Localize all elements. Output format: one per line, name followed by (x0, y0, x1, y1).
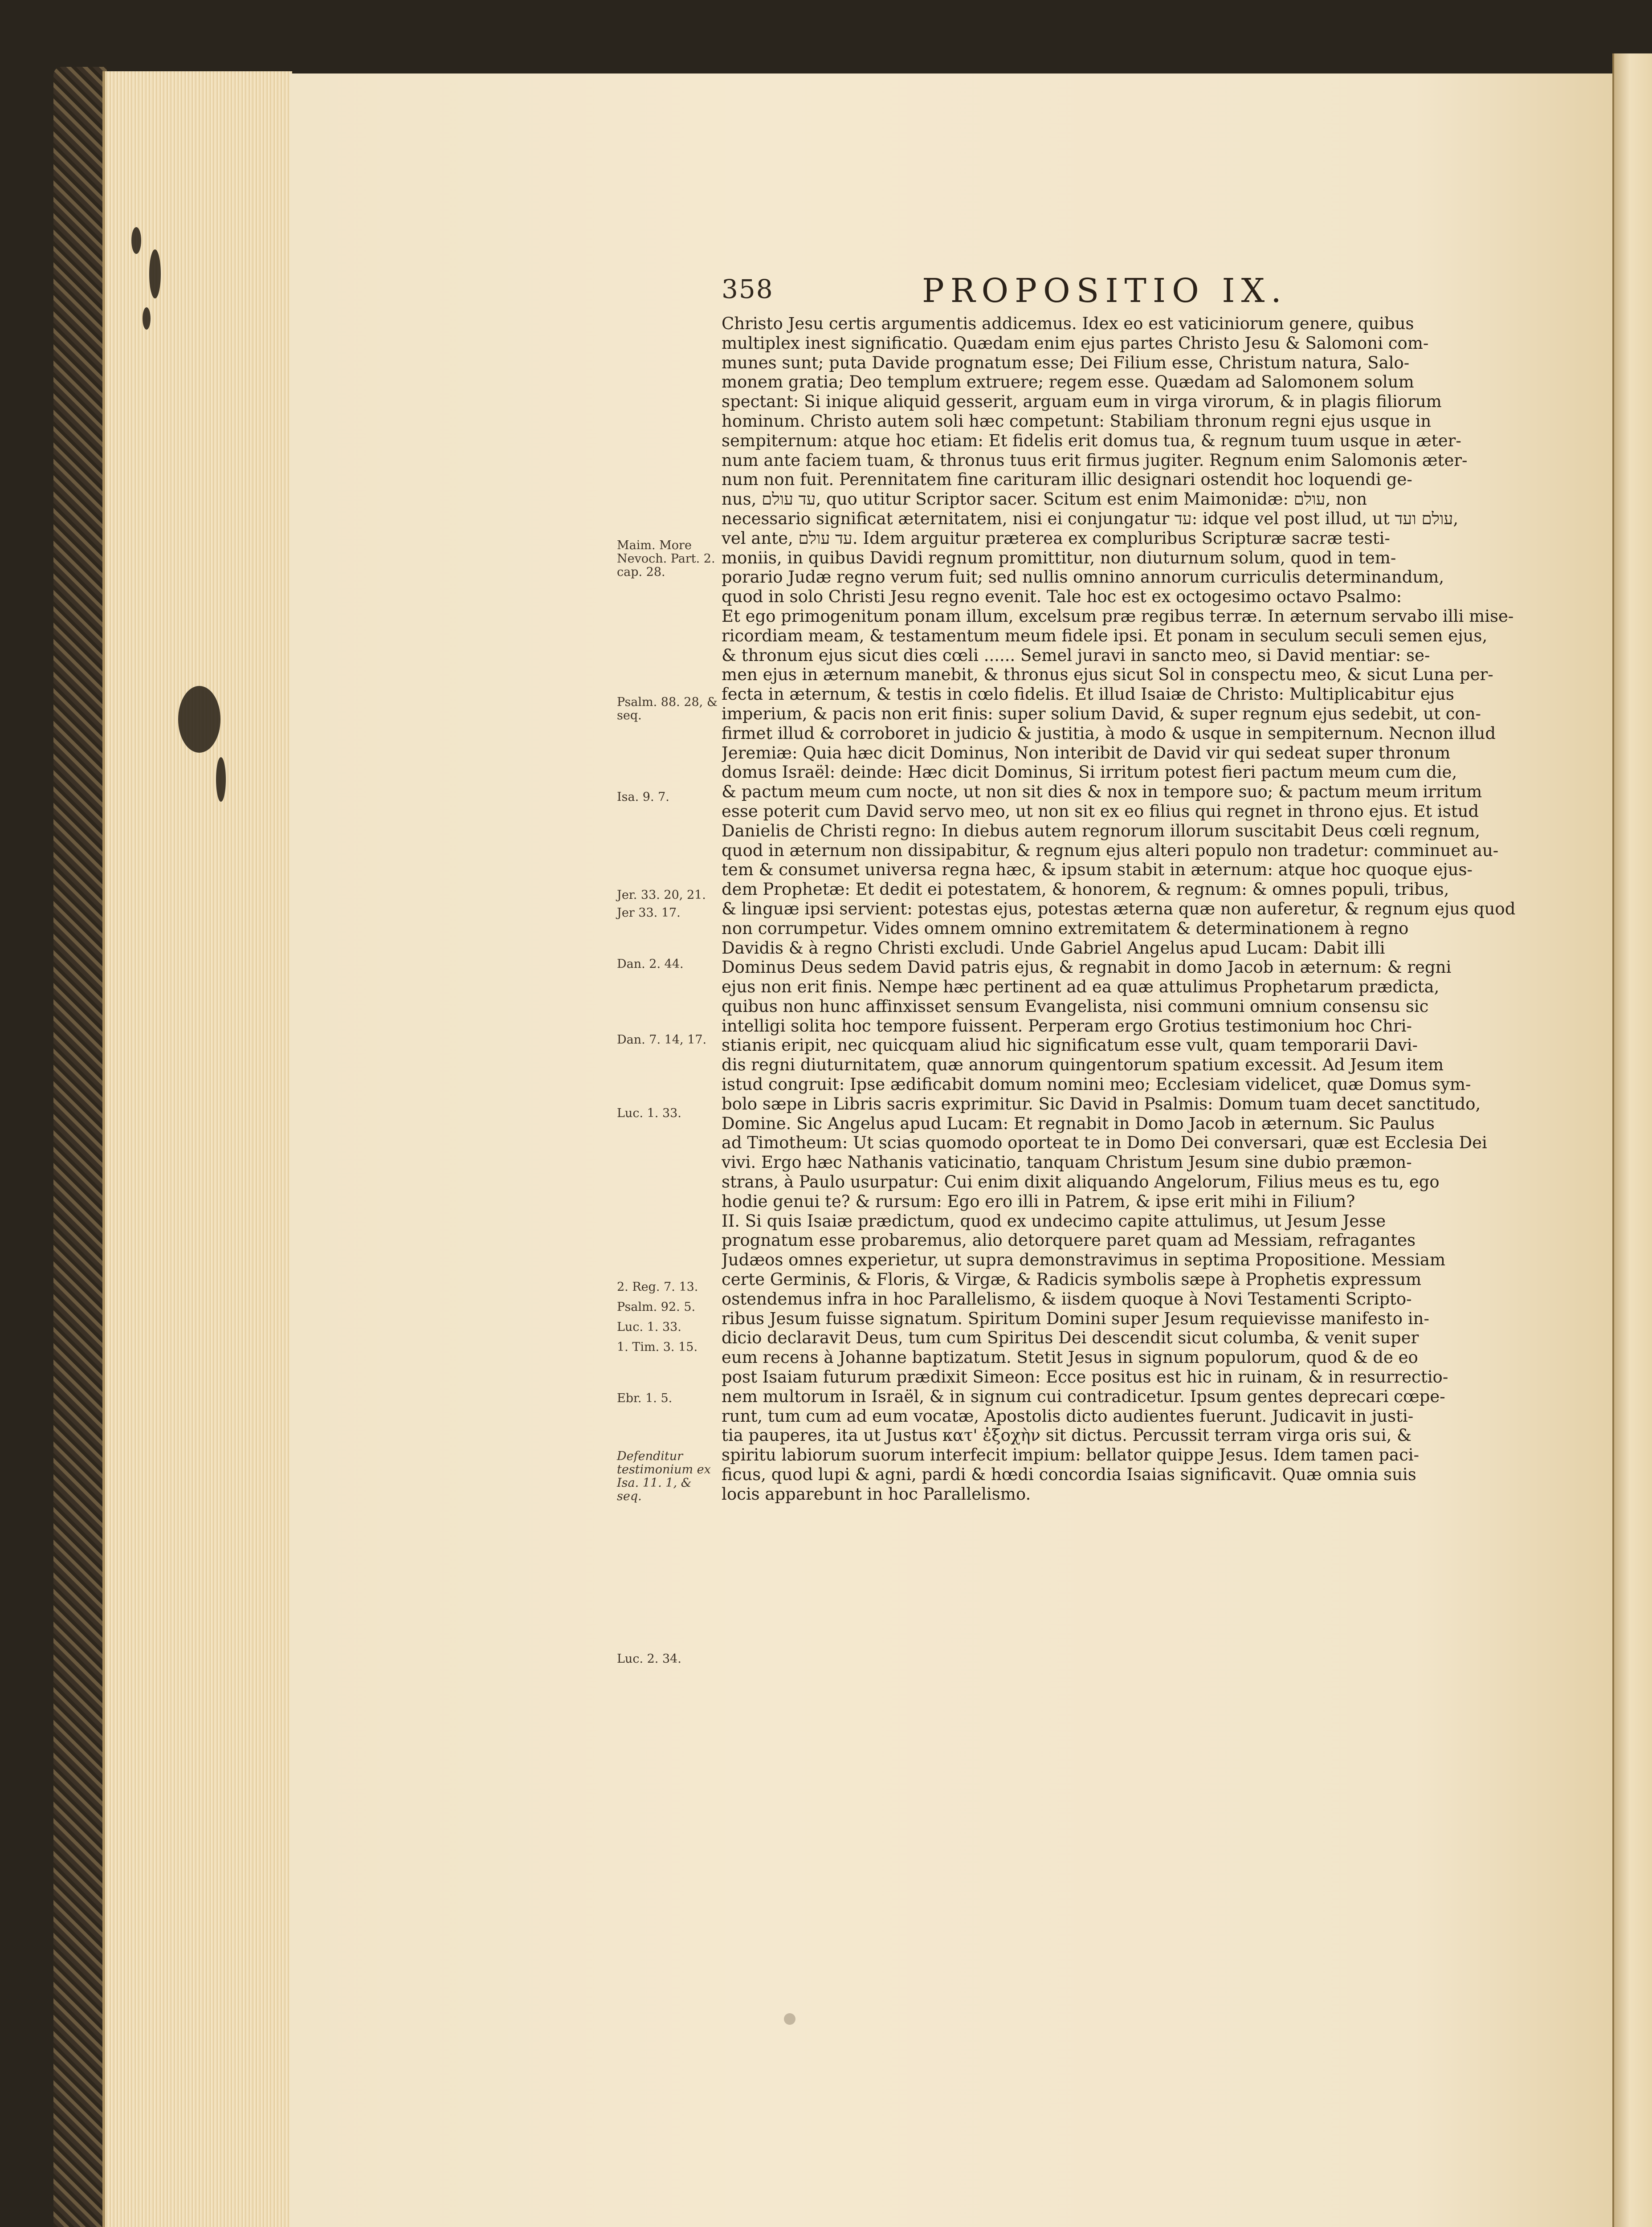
margin-note: Dan. 7. 14, 17. (617, 1033, 707, 1047)
paper-blemish (784, 2013, 795, 2025)
ink-stain (149, 249, 161, 298)
text-line: non corrumpetur. Vides omnem omnino extremitatem & determinationem à regno (722, 918, 1409, 938)
margin-note: Luc. 1. 33. (617, 1106, 681, 1120)
text-line: vel ante, עד עולם. Idem arguitur præterea ex compluribus Scripturæ sacræ testi- (722, 528, 1390, 548)
text-line: bolo sæpe in Libris sacris exprimitur. Sic David in Psalmis: Domum tuam decet sanctitudo, (722, 1094, 1481, 1114)
text-line: istud congruit: Ipse ædificabit domum nomini meo; Ecclesiam videlicet, quæ Domus sym- (722, 1075, 1471, 1094)
text-line: quibus non hunc affinxisset sensum Evangelista, nisi communi omnium consensu sic (722, 996, 1429, 1016)
text-line: Et ego primogenitum ponam illum, excelsum præ regibus terræ. In æternum servabo illi mise- (722, 606, 1514, 626)
text-line: ostendemus infra in hoc Parallelismo, & iisdem quoque à Novi Testamenti Scripto- (722, 1289, 1412, 1309)
text-line: porario Judæ regno verum fuit; sed nullis omnino annorum curriculis determinandum, (722, 567, 1444, 587)
text-line: munes sunt; puta Davide prognatum esse; Dei Filium esse, Christum natura, Salo- (722, 353, 1410, 372)
text-line: eum recens à Johanne baptizatum. Stetit Jesus in signum populorum, quod & de eo (722, 1348, 1418, 1367)
text-line: fecta in æternum, & testis in cœlo fidelis. Et illud Isaiæ de Christo: Multiplicabitur ejus (722, 685, 1454, 704)
ink-stain (178, 686, 220, 753)
ink-stain (131, 227, 141, 254)
text-line: certe Germinis, & Floris, & Virgæ, & Radicis symbolis sæpe à Prophetis expressum (722, 1270, 1422, 1289)
margin-note: Psalm. 88. 28, & seq. (617, 695, 718, 722)
margin-note: 1. Tim. 3. 15. (617, 1340, 698, 1354)
text-line: quod in æternum non dissipabitur, & regnum ejus alteri populo non tradetur: comminuet au- (722, 840, 1499, 860)
facing-page-edge (1612, 53, 1652, 2227)
text-line: Christo Jesu certis argumentis addicemus. Idex eo est vaticiniorum genere, quibus (722, 314, 1414, 333)
margin-note: 2. Reg. 7. 13. (617, 1280, 698, 1294)
text-line: ricordiam meam, & testamentum meum fidele ipsi. Et ponam in seculum seculi semen ejus, (722, 626, 1488, 645)
text-line: multiplex inest significatio. Quædam enim ejus partes Christo Jesu & Salomoni com- (722, 333, 1429, 353)
text-line: & linguæ ipsi servient: potestas ejus, potestas æterna quæ non auferetur, & regnum ejus quod (722, 899, 1516, 918)
margin-note: Luc. 2. 34. (617, 1652, 681, 1666)
text-line: Jeremiæ: Quia hæc dicit Dominus, Non interibit de David vir qui sedeat super thronum (722, 743, 1451, 763)
text-line: ejus non erit finis. Nempe hæc pertinent ad ea quæ attulimus Prophetarum prædicta, (722, 977, 1440, 997)
text-line: esse poterit cum David servo meo, ut non sit ex eo filius qui regnet in throno ejus. Et istud (722, 801, 1479, 821)
text-line: men ejus in æternum manebit, & thronus ejus sicut Sol in conspectu meo, & sicut Luna per- (722, 665, 1493, 685)
text-line: runt, tum cum ad eum vocatæ, Apostolis dicto audientes fuerunt. Judicavit in justi- (722, 1406, 1414, 1426)
text-line: monem gratia; Deo templum extruere; regem esse. Quædam ad Salomonem solum (722, 372, 1414, 392)
margin-note: Isa. 9. 7. (617, 790, 669, 804)
book-binding (53, 67, 107, 2227)
text-line: ad Timotheum: Ut scias quomodo oporteat te in Domo Dei conversari, quæ est Ecclesia Dei (722, 1133, 1487, 1153)
margin-note: Ebr. 1. 5. (617, 1391, 673, 1405)
margin-note: Jer 33. 17. (617, 906, 681, 920)
margin-note: Maim. More Nevoch. Part. 2. cap. 28. (617, 538, 715, 579)
text-line: & pactum meum cum nocte, ut non sit dies & nox in tempore suo; & pactum meum irritum (722, 782, 1482, 802)
text-line: dis regni diuturnitatem, quæ annorum quingentorum spatium excessit. Ad Jesum item (722, 1055, 1444, 1075)
margin-note-heading: Defenditur testimonium ex Isa. 11. 1, & seq. (617, 1449, 711, 1503)
text-line: hodie genui te? & rursum: Ego ero illi in Patrem, & ipse erit mihi in Filium? (722, 1191, 1355, 1211)
text-line: locis apparebunt in hoc Parallelismo. (722, 1484, 1031, 1504)
ink-stain (216, 757, 226, 802)
text-line: dem Prophetæ: Et dedit ei potestatem, & honorem, & regnum: & omnes populi, tribus, (722, 880, 1449, 899)
text-line: spiritu labiorum suorum interfecit impium: bellator quippe Jesus. Idem tamen paci- (722, 1445, 1419, 1465)
running-title: PROPOSITIO IX. (922, 272, 1288, 310)
text-line: dicio declaravit Deus, tum cum Spiritus Dei descendit sicut columba, & venit super (722, 1328, 1419, 1348)
text-line: imperium, & pacis non erit finis: super solium David, & super regnum ejus sedebit, ut con- (722, 704, 1481, 723)
text-line: stianis eripit, nec quicquam aliud hic significatum esse vult, quam temporarii Davi- (722, 1036, 1418, 1055)
text-line: necessario significat æternitatem, nisi ei conjungatur עד: idque vel post illud, ut עולם ועד, (722, 509, 1459, 528)
ink-stain (143, 307, 151, 330)
text-line: Dominus Deus sedem David patris ejus, & regnabit in domo Jacob in æternum: & regni (722, 958, 1452, 977)
body-text (722, 314, 1528, 1504)
text-line: moniis, in quibus Davidi regnum promittitur, non diuturnum solum, quod in tem- (722, 548, 1396, 567)
text-line: spectant: Si inique aliquid gesserit, arguam eum in virga virorum, & in plagis filiorum (722, 392, 1442, 412)
margin-note: Psalm. 92. 5. (617, 1300, 696, 1314)
text-line: quod in solo Christi Jesu regno evenit. Tale hoc est ex octogesimo octavo Psalmo: (722, 587, 1402, 607)
text-line: Danielis de Christi regno: In diebus autem regnorum illorum suscitabit Deus cœli regnum, (722, 821, 1481, 840)
text-line: & thronum ejus sicut dies cœli ...... Semel juravi in sancto meo, si David mentiar: se- (722, 645, 1430, 665)
text-line: nus, עד עולם, quo utitur Scriptor sacer. Scitum est enim Maimonidæ: עולם, non (722, 489, 1367, 509)
text-line: prognatum esse probaremus, alio detorquere paret quam ad Messiam, refragantes (722, 1231, 1416, 1250)
text-line: strans, à Paulo usurpatur: Cui enim dixit aliquando Angelorum, Filius meus es tu, ego (722, 1172, 1440, 1192)
page-number: 358 (722, 274, 774, 304)
text-line: ficus, quod lupi & agni, pardi & hœdi concordia Isaias significavit. Quæ omnia suis (722, 1465, 1416, 1485)
text-line: firmet illud & corroboret in judicio & justitia, à modo & usque in sempiternum. Necnon illud (722, 723, 1496, 743)
text-line: tem & consumet universa regna hæc, & ipsum stabit in æternum: atque hoc quoque ejus- (722, 860, 1473, 880)
text-line: post Isaiam futurum prædixit Simeon: Ecce positus est hic in ruinam, & in resurrectio- (722, 1367, 1448, 1387)
text-line: sempiternum: atque hoc etiam: Et fidelis erit domus tua, & regnum tuum usque in æter- (722, 431, 1461, 450)
page-edges (102, 71, 292, 2227)
margin-note: Jer. 33. 20, 21. (617, 888, 706, 902)
text-line: Judæos omnes experietur, ut supra demonstravimus in septima Propositione. Messiam (722, 1250, 1446, 1270)
text-line: vivi. Ergo hæc Nathanis vaticinatio, tanquam Christum Jesum sine dubio præmon- (722, 1153, 1412, 1172)
text-line: domus Israël: deinde: Hæc dicit Dominus, Si irritum potest fieri pactum meum cum die, (722, 763, 1457, 782)
text-line: num non fuit. Perennitatem fine carituram illic designari ostendit hoc loquendi ge- (722, 470, 1412, 489)
text-line: Domine. Sic Angelus apud Lucam: Et regnabit in Domo Jacob in æternum. Sic Paulus (722, 1114, 1435, 1133)
text-line: intelligi solita hoc tempore fuissent. Perperam ergo Grotius testimonium hoc Chri- (722, 1016, 1412, 1036)
page-header (722, 272, 1537, 312)
text-line: hominum. Christo autem soli hæc competunt: Stabiliam thronum regni ejus usque in (722, 411, 1432, 431)
text-line: nem multorum in Israël, & in signum cui contradicetur. Ipsum gentes deprecari cœpe- (722, 1387, 1445, 1406)
text-line: tia pauperes, ita ut Justus κατ' ἐξοχὴν sit dictus. Percussit terram virga oris sui, & (722, 1426, 1412, 1445)
text-line: Davidis & à regno Christi excludi. Unde Gabriel Angelus apud Lucam: Dabit illi (722, 938, 1385, 958)
text-line: ribus Jesum fuisse signatum. Spiritum Domini super Jesum requievisse manifesto in- (722, 1309, 1429, 1328)
margin-note: Luc. 1. 33. (617, 1320, 681, 1334)
text-line: num ante faciem tuam, & thronus tuus erit firmus jugiter. Regnum enim Salomonis æter- (722, 450, 1468, 470)
text-line: II. Si quis Isaiæ prædictum, quod ex undecimo capite attulimus, ut Jesum Jesse (722, 1211, 1386, 1231)
margin-note: Dan. 2. 44. (617, 957, 684, 971)
